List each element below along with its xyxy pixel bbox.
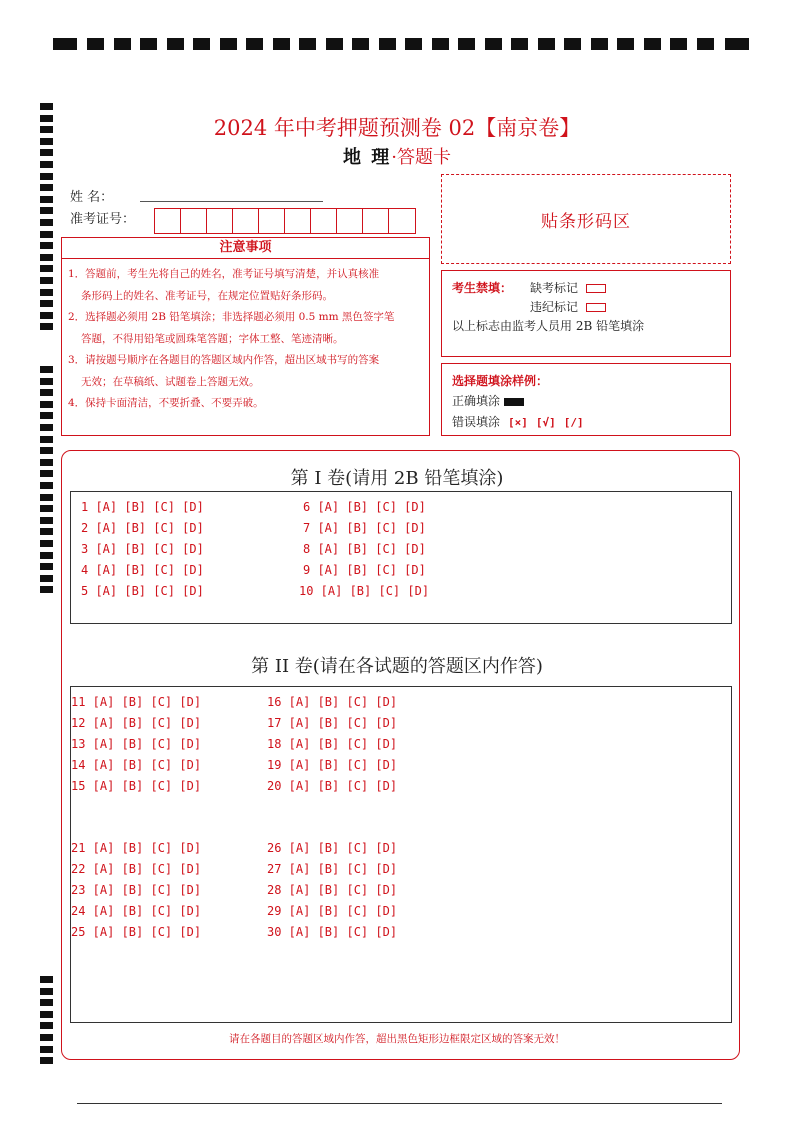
wrong-label: 错误填涂 [452,415,501,429]
notice-line: 3．请按题号顺序在各题目的答题区域内作答，超出区域书写的答案 [68,354,380,366]
bottom-rule [77,1103,722,1104]
timing-mark [40,999,53,1006]
timing-mark [40,976,53,983]
top-timing-marks [53,38,749,52]
id-digit-box[interactable] [233,209,259,233]
question-row[interactable]: 11 [A] [B] [C] [D] [71,695,202,709]
timing-mark [273,38,290,50]
correct-label: 正确填涂 [452,394,501,408]
question-row[interactable]: 18 [A] [B] [C] [D] [267,737,398,751]
absent-mark-row [530,279,606,296]
timing-mark [538,38,555,50]
timing-mark [40,184,53,191]
timing-mark [670,38,687,50]
id-digit-box[interactable] [285,209,311,233]
absent-label: 缺考标记 [530,281,579,295]
exam-title: 2024 年中考押题预测卷 02【南京卷】 [213,116,581,140]
timing-mark [87,38,104,50]
section1-title: 第 I 卷(请用 2B 铅笔填涂) [290,468,504,489]
question-row[interactable]: 12 [A] [B] [C] [D] [71,716,202,730]
question-row[interactable]: 27 [A] [B] [C] [D] [267,862,398,876]
timing-mark [40,231,53,238]
timing-mark [40,424,53,431]
question-row[interactable]: 2 [A] [B] [C] [D] [81,521,204,535]
violation-mark-box[interactable] [586,303,606,312]
timing-mark [246,38,263,50]
fill-sample-box [441,363,731,436]
timing-mark [40,1022,53,1029]
question-row[interactable]: 10 [A] [B] [C] [D] [299,584,430,598]
timing-mark [40,401,53,408]
name-field[interactable] [140,201,323,202]
question-row[interactable]: 25 [A] [B] [C] [D] [71,925,202,939]
section2-title: 第 II 卷(请在各试题的答题区内作答) [251,656,543,677]
wrong-mark: [×] [508,416,528,429]
timing-mark [53,38,77,50]
question-row[interactable]: 9 [A] [B] [C] [D] [303,563,426,577]
question-row[interactable]: 21 [A] [B] [C] [D] [71,841,202,855]
timing-mark [40,196,53,203]
question-row[interactable]: 15 [A] [B] [C] [D] [71,779,202,793]
question-row[interactable]: 26 [A] [B] [C] [D] [267,841,398,855]
timing-mark [40,517,53,524]
question-row[interactable]: 8 [A] [B] [C] [D] [303,542,426,556]
timing-mark [40,447,53,454]
question-row[interactable]: 6 [A] [B] [C] [D] [303,500,426,514]
timing-mark [40,277,53,284]
question-row[interactable]: 14 [A] [B] [C] [D] [71,758,202,772]
id-number-boxes[interactable] [154,208,416,234]
question-row[interactable]: 13 [A] [B] [C] [D] [71,737,202,751]
question-row[interactable]: 17 [A] [B] [C] [D] [267,716,398,730]
card-label: ·答题卡 [391,147,451,168]
timing-mark [40,505,53,512]
timing-mark [40,412,53,419]
barcode-label: 贴条形码区 [541,211,631,232]
timing-mark [40,575,53,582]
violation-label: 违纪标记 [530,300,579,314]
question-row[interactable]: 4 [A] [B] [C] [D] [81,563,204,577]
timing-mark [617,38,634,50]
timing-mark [40,540,53,547]
wrong-mark: [/] [563,416,584,429]
section1-answer-box [70,491,732,624]
id-label: 准考证号： [70,212,136,227]
id-digit-box[interactable] [181,209,207,233]
question-row[interactable]: 1 [A] [B] [C] [D] [81,500,204,514]
examiner-only-box [441,270,731,357]
timing-mark [40,378,53,385]
timing-mark [40,103,53,110]
notice-line: 答题，不得用铅笔或圆珠笔答题；字体工整、笔迹清晰。 [81,332,344,345]
notice-heading: 注意事项 [61,237,430,259]
timing-mark [40,300,53,307]
question-row[interactable]: 23 [A] [B] [C] [D] [71,883,202,897]
timing-mark [40,312,53,319]
question-row[interactable]: 28 [A] [B] [C] [D] [267,883,398,897]
timing-mark [405,38,422,50]
timing-mark [697,38,714,50]
question-row[interactable]: 20 [A] [B] [C] [D] [267,779,398,793]
timing-mark [40,289,53,296]
timing-mark [40,207,53,214]
subject-name: 地 理 [342,147,392,168]
timing-mark [40,242,53,249]
timing-mark [511,38,528,50]
question-row[interactable]: 29 [A] [B] [C] [D] [267,904,398,918]
timing-mark [40,389,53,396]
timing-mark [40,1011,53,1018]
notice-line: 4．保持卡面清洁，不要折叠、不要弄破。 [68,397,264,409]
timing-mark [40,1057,53,1064]
timing-mark [564,38,581,50]
question-row[interactable]: 22 [A] [B] [C] [D] [71,862,202,876]
id-digit-box[interactable] [337,209,363,233]
subject-title [0,143,794,169]
timing-mark [193,38,210,50]
timing-mark [379,38,396,50]
timing-mark [140,38,157,50]
timing-mark [40,173,53,180]
timing-mark [432,38,449,50]
timing-mark [591,38,608,50]
question-row[interactable]: 3 [A] [B] [C] [D] [81,542,204,556]
barcode-area [441,174,731,264]
forbid-note: 以上标志由监考人员用 2B 铅笔填涂 [452,319,645,333]
timing-mark [458,38,475,50]
question-row[interactable]: 19 [A] [B] [C] [D] [267,758,398,772]
notice-box [61,259,430,436]
timing-mark [644,38,661,50]
timing-mark [326,38,343,50]
id-digit-box[interactable] [207,209,233,233]
timing-mark [40,366,53,373]
timing-mark [40,436,53,443]
timing-mark [40,265,53,272]
notice-line: 无效；在草稿纸、试题卷上答题无效。 [81,375,260,388]
correct-sample-row [452,392,524,409]
timing-mark [220,38,237,50]
question-row[interactable]: 7 [A] [B] [C] [D] [303,521,426,535]
footer-note: 请在各题目的答题区域内作答，超出黑色矩形边框限定区域的答案无效！ [229,1033,565,1045]
forbid-heading: 考生禁填： [452,281,513,295]
id-digit-box[interactable] [259,209,285,233]
notice-line: 2．选择题必须用 2B 铅笔填涂；非选择题必须用 0.5 mm 黑色签字笔 [68,311,395,323]
timing-mark [299,38,316,50]
absent-mark-box[interactable] [586,284,606,293]
timing-mark [114,38,131,50]
section2-answer-box [70,686,732,1023]
timing-mark [40,528,53,535]
wrong-sample-row [452,413,584,430]
question-row[interactable]: 5 [A] [B] [C] [D] [81,584,204,598]
violation-mark-row [530,298,606,315]
timing-mark [40,1046,53,1053]
timing-mark [40,988,53,995]
timing-mark [352,38,369,50]
filled-mark-icon [504,398,524,406]
timing-mark [485,38,502,50]
notice-line: 条形码上的姓名、准考证号，在规定位置贴好条形码。 [81,289,333,302]
id-digit-box[interactable] [155,209,181,233]
timing-mark [40,323,53,330]
question-row[interactable]: 16 [A] [B] [C] [D] [267,695,398,709]
timing-mark [725,38,749,50]
timing-mark [40,563,53,570]
timing-mark [40,552,53,559]
id-digit-box[interactable] [363,209,389,233]
id-digit-box[interactable] [389,209,415,233]
notice-line: 1．答题前，考生先将自己的姓名，准考证号填写清楚，并认真核准 [68,268,380,280]
timing-mark [40,219,53,226]
sample-heading: 选择题填涂样例： [452,374,549,388]
question-row[interactable]: 30 [A] [B] [C] [D] [267,925,398,939]
name-label: 姓 名： [70,190,114,205]
wrong-mark: [√] [535,416,556,429]
timing-mark [40,586,53,593]
timing-mark [40,254,53,261]
timing-mark [40,494,53,501]
id-digit-box[interactable] [311,209,337,233]
question-row[interactable]: 24 [A] [B] [C] [D] [71,904,202,918]
timing-mark [167,38,184,50]
